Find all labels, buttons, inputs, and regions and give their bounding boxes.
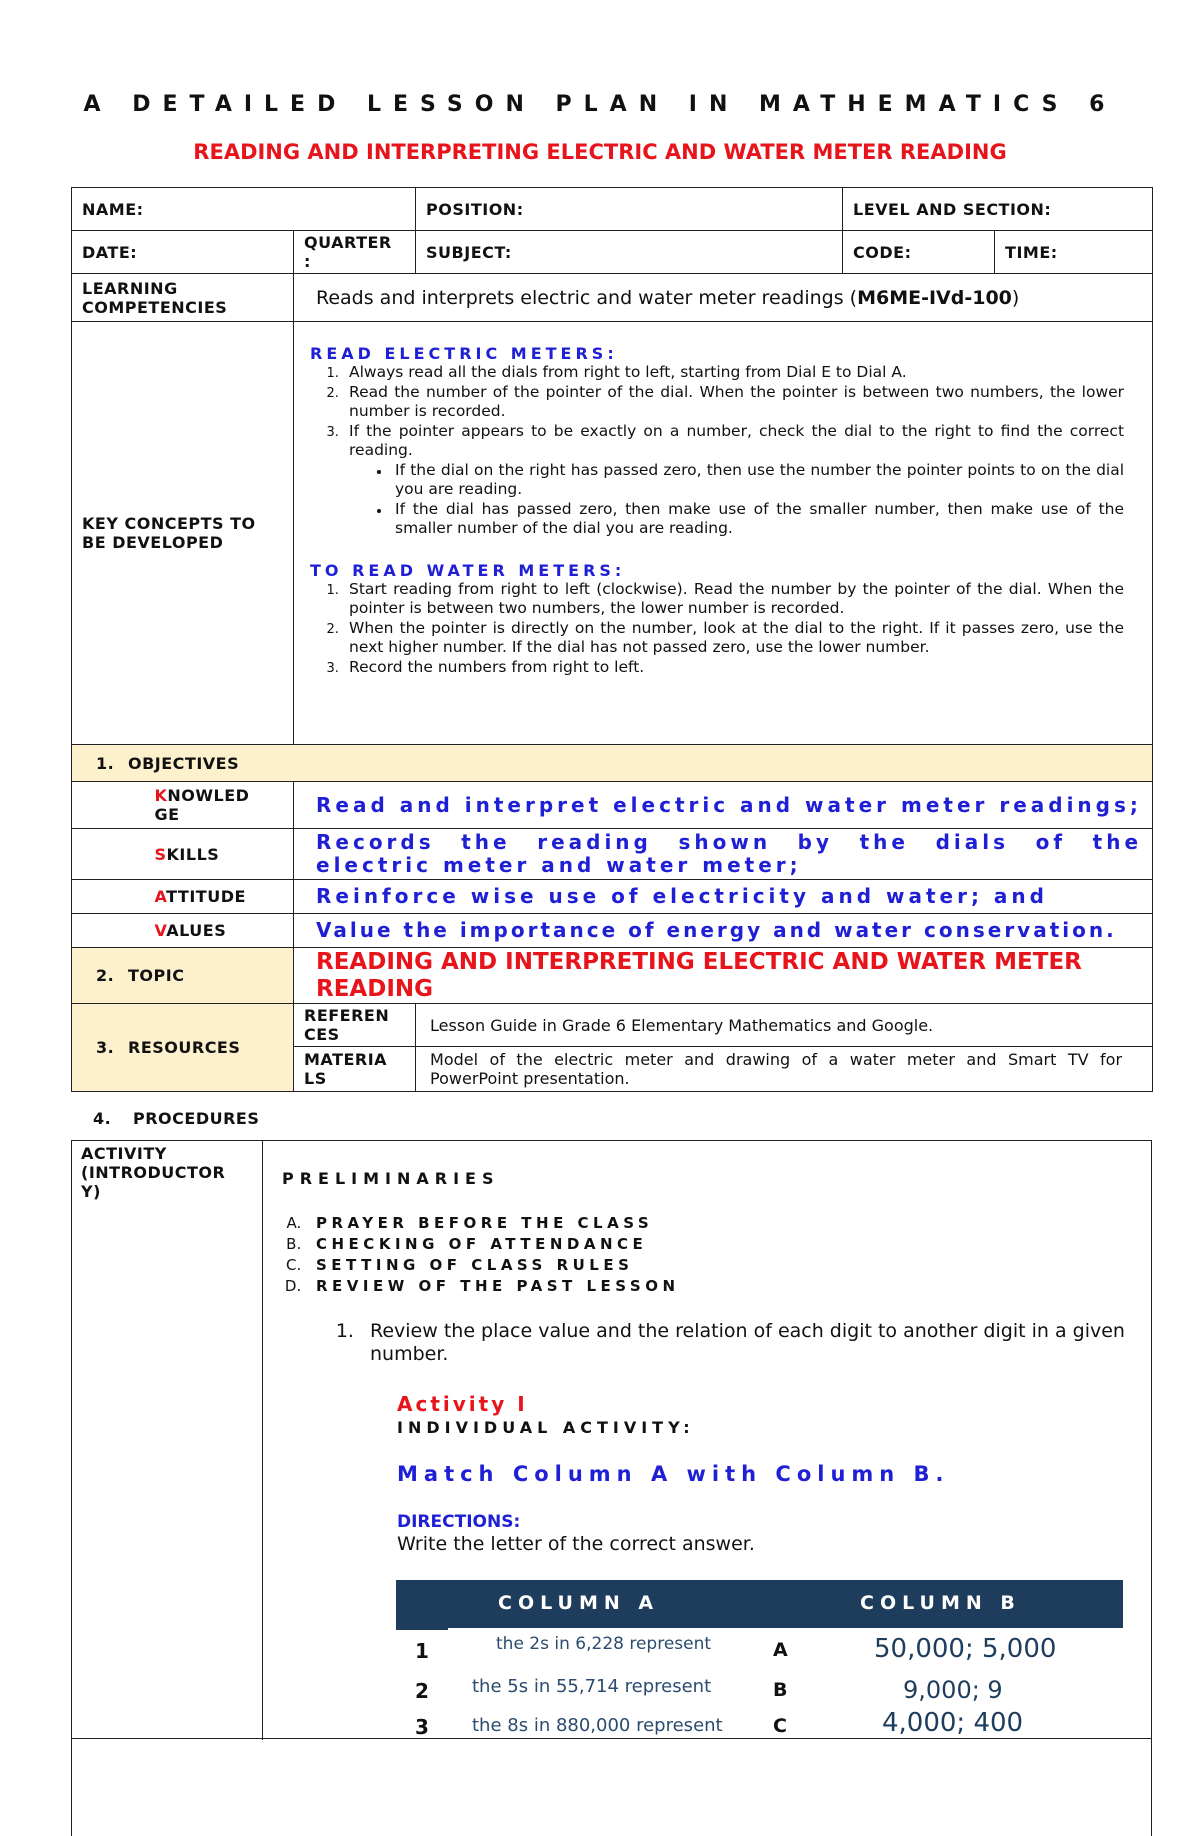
learning-text: Reads and interprets electric and water meter readings ( — [316, 286, 858, 309]
materials-label — [294, 1047, 416, 1092]
skills-spacer — [72, 829, 155, 880]
water-meters-list — [298, 580, 1124, 678]
row-number: 3 — [415, 1715, 429, 1739]
activity-label-line1: ACTIVITY — [81, 1144, 167, 1163]
water-meters-heading: TO READ WATER METERS: — [310, 560, 626, 580]
preliminaries-list — [252, 1213, 952, 1297]
procedures-number: 4. — [93, 1109, 112, 1128]
lesson-plan-table — [71, 187, 1153, 1092]
individual-activity-label: INDIVIDUAL ACTIVITY: — [397, 1418, 695, 1437]
list-item: 2. When the pointer is directly on the number, look at the dial to the right. If it passes zero, use the next higher number. If the dial has not passed zero, use the lower number. — [343, 619, 1124, 658]
row-description: the 5s in 55,714 represent — [472, 1676, 712, 1697]
references-label — [294, 1004, 416, 1047]
knowledge-objective: Read and interpret electric and water meter readings; — [294, 782, 1153, 829]
resources-label — [72, 1004, 294, 1092]
list-item: 3. Record the numbers from right to left. — [343, 658, 1124, 678]
quarter-label-line1: QUARTER — [304, 233, 392, 252]
topic-text: READING AND INTERPRETING ELECTRIC AND WATER METER READING — [294, 948, 1153, 1004]
key-concepts-label-line1: KEY CONCEPTS TO — [82, 514, 256, 533]
electric-meters-heading: READ ELECTRIC METERS: — [310, 344, 618, 363]
column-b-header: COLUMN B — [860, 1592, 1021, 1614]
row-number: 1 — [415, 1639, 429, 1663]
key-concepts-content — [294, 322, 1153, 745]
knowledge-initial: K — [154, 786, 168, 805]
objectives-number: 1. — [96, 753, 115, 773]
row-letter: B — [773, 1679, 788, 1701]
lesson-subtitle: READING AND INTERPRETING ELECTRIC AND WATER METER READING — [193, 140, 1007, 164]
skills-objective: Records the reading shown by the dials of the electric meter and water meter; — [294, 829, 1153, 880]
materials-label-line1: MATERIA — [304, 1050, 388, 1069]
resources-label-text: RESOURCES — [128, 1038, 241, 1057]
values-rest: ALUES — [166, 921, 227, 940]
electric-meters-list — [298, 363, 1124, 539]
resources-number: 3. — [96, 1038, 115, 1057]
procedures-header — [93, 1109, 259, 1128]
electric-sub-list — [349, 461, 1124, 539]
learning-competencies-text — [294, 274, 1153, 322]
values-spacer — [72, 914, 155, 948]
subject-field[interactable]: SUBJECT: — [416, 231, 843, 274]
row-answer: 9,000; 9 — [903, 1676, 1003, 1704]
match-instruction: Match Column A with Column B. — [397, 1462, 950, 1486]
list-item: 1. Start reading from right to left (clockwise). Read the number by the pointer of the dial. When the pointer is between two numbers, the lower number is recorded. — [343, 580, 1124, 619]
level-section-field[interactable]: LEVEL AND SECTION: — [843, 188, 1153, 231]
list-item: 2. Read the number of the pointer of the dial. When the pointer is between two numbers, the lower number is recorded. — [343, 383, 1124, 422]
attitude-spacer — [72, 880, 155, 914]
procedures-label: PROCEDURES — [133, 1109, 260, 1128]
directions-text: Write the letter of the correct answer. — [397, 1533, 755, 1555]
references-label-line2: CES — [304, 1025, 340, 1044]
attitude-label — [155, 880, 294, 914]
time-field[interactable]: TIME: — [995, 231, 1153, 274]
quarter-field[interactable] — [294, 231, 416, 274]
values-label — [155, 914, 294, 948]
directions-label: DIRECTIONS: — [397, 1512, 521, 1532]
list-subitem: • If the dial on the right has passed zero, then use the number the pointer points to on the dial you are reading. — [391, 461, 1124, 500]
objectives-header — [72, 745, 1153, 782]
learning-close: ) — [1011, 286, 1020, 309]
competency-code: M6ME-IVd-100 — [857, 286, 1012, 309]
materials-label-line2: LS — [304, 1069, 327, 1088]
learning-label-line1: LEARNING — [82, 278, 178, 298]
prelim-item: B. CHECKING OF ATTENDANCE — [306, 1234, 952, 1255]
knowledge-label-line2: GE — [154, 805, 180, 824]
topic-number: 2. — [96, 966, 115, 985]
references-label-line1: REFEREN — [304, 1006, 390, 1025]
topic-label — [72, 948, 294, 1004]
attitude-rest: TTITUDE — [166, 887, 246, 906]
list-item: 1. Always read all the dials from right to left, starting from Dial E to Dial A. — [343, 363, 1124, 383]
row-description: the 2s in 6,228 represent — [496, 1634, 712, 1654]
preliminaries-title: PRELIMINARIES — [282, 1169, 500, 1188]
row-answer: 50,000; 5,000 — [874, 1634, 1057, 1664]
materials-text: Model of the electric meter and drawing of a water meter and Smart TV for PowerPoint presentation. — [416, 1047, 1153, 1092]
row-answer: 4,000; 400 — [882, 1708, 1024, 1738]
page-title: A DETAILED LESSON PLAN IN MATHEMATICS 6 — [83, 92, 1117, 117]
list-item — [343, 422, 1124, 539]
code-field[interactable]: CODE: — [843, 231, 995, 274]
key-concepts-label — [72, 322, 294, 745]
list-subitem: • If the dial has passed zero, then make use of the smaller number, then make use of the smaller number of the dial you are reading. — [391, 500, 1124, 539]
prelim-item: A. PRAYER BEFORE THE CLASS — [306, 1213, 952, 1234]
objectives-label: OBJECTIVES — [128, 753, 240, 773]
key-concepts-label-line2: BE DEVELOPED — [82, 533, 224, 552]
knowledge-label-line1 — [155, 786, 284, 805]
name-field[interactable]: NAME: — [72, 188, 416, 231]
prelim-item: D. REVIEW OF THE PAST LESSON — [306, 1276, 952, 1297]
review-item: 1. Review the place value and the relation of each digit to another digit in a given number. — [360, 1320, 1133, 1366]
review-list — [305, 1320, 1133, 1366]
skills-initial: S — [154, 844, 167, 864]
skills-label — [155, 829, 294, 880]
prelim-item: C. SETTING OF CLASS RULES — [306, 1255, 952, 1276]
learning-label-line2: COMPETENCIES — [82, 297, 228, 317]
knowledge-spacer — [72, 782, 155, 829]
column-a-header: COLUMN A — [498, 1592, 660, 1614]
activity-introductory-label — [81, 1144, 256, 1201]
activity-title: Activity I — [397, 1392, 528, 1416]
quarter-label-line2: : — [304, 252, 311, 271]
list-item-text: If the pointer appears to be exactly on a number, check the dial to the right to find the correct reading. — [349, 421, 1125, 459]
activity-label-line3: Y) — [81, 1182, 101, 1201]
table-row — [396, 1674, 1123, 1708]
row-letter: A — [773, 1639, 788, 1661]
row-number: 2 — [415, 1679, 429, 1703]
topic-label-text: TOPIC — [128, 966, 185, 985]
values-objective: Value the importance of energy and water conservation. — [294, 914, 1153, 948]
activity-label-line2: (INTRODUCTOR — [81, 1163, 226, 1182]
attitude-initial: A — [154, 887, 167, 906]
knowledge-label — [155, 782, 294, 829]
values-initial: V — [154, 921, 167, 940]
row-description: the 8s in 880,000 represent — [472, 1715, 723, 1736]
table-row — [396, 1634, 1123, 1668]
skills-rest: KILLS — [166, 844, 220, 864]
references-text: Lesson Guide in Grade 6 Elementary Mathematics and Google. — [416, 1004, 1153, 1047]
position-field[interactable]: POSITION: — [416, 188, 843, 231]
row-letter: C — [773, 1715, 787, 1737]
learning-competencies-label — [72, 274, 294, 322]
knowledge-rest: NOWLED — [167, 786, 250, 805]
date-field[interactable]: DATE: — [72, 231, 294, 274]
table-row — [396, 1710, 1123, 1744]
column-header-underline — [396, 1628, 448, 1630]
attitude-objective: Reinforce wise use of electricity and water; and — [294, 880, 1153, 914]
